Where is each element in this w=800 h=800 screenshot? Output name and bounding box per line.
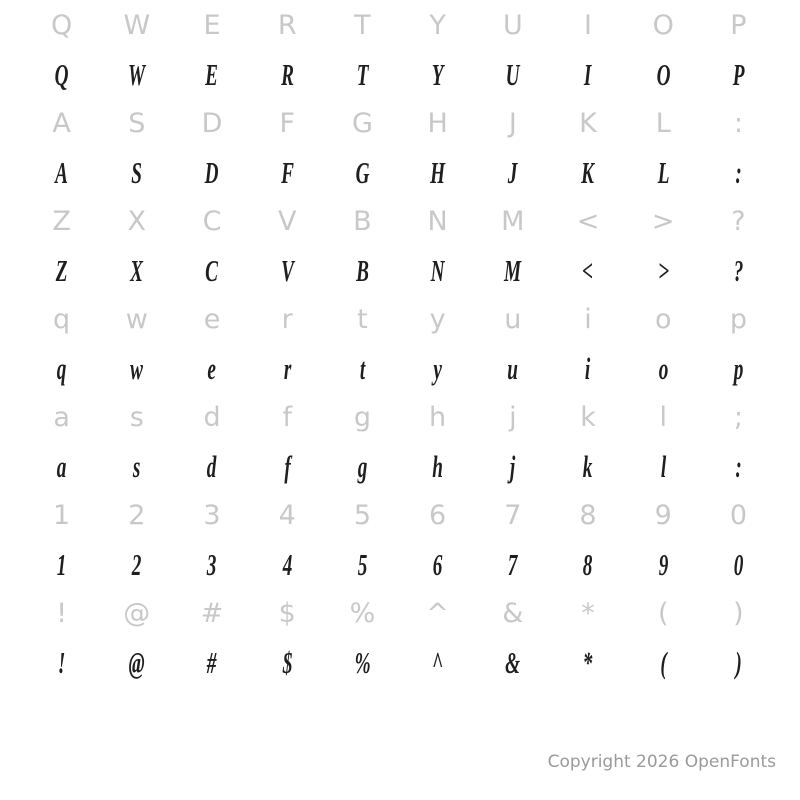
copyright-notice: Copyright 2026 OpenFonts [547, 752, 776, 772]
specimen-row [24, 146, 776, 198]
reference-glyph: T [354, 9, 371, 41]
reference-glyph: ! [56, 597, 68, 629]
specimen-glyph: 6 [432, 546, 443, 582]
specimen-row [24, 538, 776, 590]
reference-glyph: q [53, 303, 71, 335]
reference-glyph: f [282, 401, 292, 433]
specimen-glyph: & [505, 644, 521, 680]
specimen-glyph: O [656, 56, 671, 92]
reference-glyph: : [733, 107, 743, 139]
specimen-glyph: E [205, 56, 219, 92]
reference-glyph: 0 [729, 499, 748, 531]
reference-glyph: p [729, 303, 747, 335]
specimen-glyph: r [283, 350, 291, 386]
specimen-glyph: ! [57, 644, 66, 680]
specimen-glyph: Y [431, 56, 444, 92]
specimen-glyph: A [55, 154, 69, 190]
specimen-glyph: N [430, 252, 445, 288]
reference-glyph: y [429, 303, 446, 335]
specimen-glyph: K [581, 154, 595, 190]
reference-glyph: 2 [128, 499, 146, 531]
reference-glyph: W [123, 9, 151, 41]
reference-glyph: i [584, 303, 592, 335]
specimen-glyph: X [130, 252, 144, 288]
specimen-glyph: o [658, 350, 669, 386]
specimen-glyph: ^ [432, 644, 444, 680]
specimen-row [24, 636, 776, 688]
reference-glyph: B [353, 205, 372, 237]
specimen-glyph: ( [660, 644, 667, 680]
specimen-glyph: g [357, 448, 368, 484]
specimen-glyph: W [128, 56, 146, 92]
reference-glyph: K [579, 107, 597, 139]
reference-row [24, 2, 776, 48]
specimen-glyph: @ [128, 644, 145, 680]
reference-glyph: Z [52, 205, 71, 237]
specimen-glyph: # [207, 644, 217, 680]
reference-glyph: A [52, 107, 71, 139]
specimen-glyph: 7 [508, 546, 518, 582]
specimen-glyph: Z [55, 252, 68, 288]
reference-glyph: d [203, 401, 221, 433]
reference-glyph: $ [278, 597, 296, 629]
specimen-row [24, 440, 776, 492]
reference-row [24, 296, 776, 342]
reference-glyph: o [654, 303, 672, 335]
specimen-glyph: p [733, 350, 744, 386]
reference-glyph: ) [733, 597, 744, 629]
reference-glyph: a [53, 401, 70, 433]
reference-glyph: V [277, 205, 297, 237]
reference-glyph: t [357, 303, 368, 335]
reference-glyph: H [427, 107, 448, 139]
reference-glyph: h [429, 401, 447, 433]
reference-glyph: ^ [426, 597, 449, 629]
specimen-glyph: T [356, 56, 369, 92]
reference-glyph: > [651, 205, 675, 237]
reference-glyph: R [277, 9, 297, 41]
glyph-grid [24, 0, 776, 688]
reference-glyph: L [655, 107, 671, 139]
reference-glyph: 3 [203, 499, 221, 531]
reference-glyph: 9 [654, 499, 672, 531]
reference-glyph: U [502, 9, 523, 41]
reference-row [24, 198, 776, 244]
reference-row [24, 394, 776, 440]
reference-glyph: I [584, 9, 592, 41]
reference-glyph: w [125, 303, 148, 335]
specimen-glyph: : [735, 154, 742, 190]
reference-glyph: g [353, 401, 371, 433]
reference-glyph: < [576, 205, 600, 237]
reference-glyph: P [730, 9, 747, 41]
reference-glyph: X [127, 205, 147, 237]
specimen-glyph: 0 [733, 546, 744, 582]
specimen-glyph: i [585, 350, 591, 386]
reference-row [24, 492, 776, 538]
specimen-glyph: s [133, 448, 141, 484]
specimen-glyph: U [505, 56, 520, 92]
reference-glyph: s [129, 401, 144, 433]
specimen-glyph: ? [733, 252, 744, 288]
reference-glyph: ( [657, 597, 669, 629]
reference-glyph: ? [731, 205, 746, 237]
specimen-glyph: k [583, 448, 593, 484]
reference-glyph: M [501, 205, 525, 237]
reference-glyph: 4 [278, 499, 296, 531]
specimen-glyph: M [504, 252, 522, 288]
specimen-glyph: Q [54, 56, 69, 92]
reference-glyph: & [502, 597, 524, 629]
reference-glyph: e [203, 303, 221, 335]
specimen-glyph: 3 [207, 546, 217, 582]
reference-glyph: ; [733, 401, 743, 433]
reference-glyph: 8 [579, 499, 597, 531]
specimen-glyph: 1 [56, 546, 67, 582]
specimen-glyph: u [507, 350, 519, 386]
specimen-glyph: j [510, 448, 516, 484]
reference-glyph: k [580, 401, 596, 433]
specimen-glyph: h [432, 448, 443, 484]
specimen-glyph: L [657, 154, 670, 190]
reference-row [24, 590, 776, 636]
reference-glyph: D [201, 107, 223, 139]
reference-glyph: 5 [353, 499, 371, 531]
specimen-glyph: % [354, 644, 371, 680]
specimen-glyph: 4 [282, 546, 293, 582]
reference-glyph: @ [123, 597, 151, 629]
specimen-glyph: V [280, 252, 294, 288]
specimen-glyph: I [584, 56, 592, 92]
specimen-glyph: H [430, 154, 446, 190]
reference-glyph: E [203, 9, 221, 41]
reference-glyph: u [504, 303, 522, 335]
specimen-glyph: D [205, 154, 219, 190]
reference-glyph: * [581, 597, 595, 629]
specimen-glyph: F [280, 154, 294, 190]
reference-glyph: j [509, 401, 517, 433]
specimen-glyph: G [355, 154, 370, 190]
specimen-glyph: P [732, 56, 745, 92]
specimen-glyph: R [280, 56, 294, 92]
specimen-glyph: q [56, 350, 67, 386]
reference-glyph: Y [429, 9, 446, 41]
reference-glyph: G [351, 107, 373, 139]
specimen-glyph: a [56, 448, 67, 484]
specimen-glyph: 2 [131, 546, 142, 582]
specimen-glyph: 9 [658, 546, 669, 582]
specimen-glyph: f [284, 448, 291, 484]
reference-glyph: # [200, 597, 224, 629]
specimen-glyph: J [508, 154, 518, 190]
reference-glyph: J [508, 107, 517, 139]
specimen-glyph: e [207, 350, 217, 386]
reference-glyph: O [652, 9, 674, 41]
specimen-glyph: C [205, 252, 219, 288]
specimen-glyph: 8 [583, 546, 593, 582]
specimen-glyph: > [657, 252, 669, 288]
specimen-glyph: ) [735, 644, 742, 680]
specimen-glyph: y [433, 350, 442, 386]
specimen-glyph: d [207, 448, 217, 484]
specimen-glyph: * [583, 644, 593, 680]
reference-glyph: 7 [504, 499, 522, 531]
reference-glyph: 6 [429, 499, 447, 531]
specimen-glyph: t [359, 350, 366, 386]
reference-glyph: F [279, 107, 295, 139]
specimen-glyph: < [582, 252, 594, 288]
reference-row [24, 100, 776, 146]
reference-glyph: % [349, 597, 376, 629]
specimen-row [24, 244, 776, 296]
reference-glyph: Q [50, 9, 73, 41]
specimen-glyph: B [355, 252, 369, 288]
reference-glyph: S [128, 107, 146, 139]
specimen-glyph: 5 [357, 546, 368, 582]
reference-glyph: 1 [53, 499, 71, 531]
specimen-glyph: S [131, 154, 143, 190]
specimen-row [24, 48, 776, 100]
reference-glyph: r [281, 303, 293, 335]
specimen-glyph: w [130, 350, 144, 386]
specimen-glyph: $ [282, 644, 293, 680]
specimen-glyph: : [735, 448, 742, 484]
reference-glyph: C [202, 205, 222, 237]
reference-glyph: N [427, 205, 448, 237]
specimen-glyph: l [660, 448, 666, 484]
specimen-row [24, 342, 776, 394]
reference-glyph: l [659, 401, 667, 433]
